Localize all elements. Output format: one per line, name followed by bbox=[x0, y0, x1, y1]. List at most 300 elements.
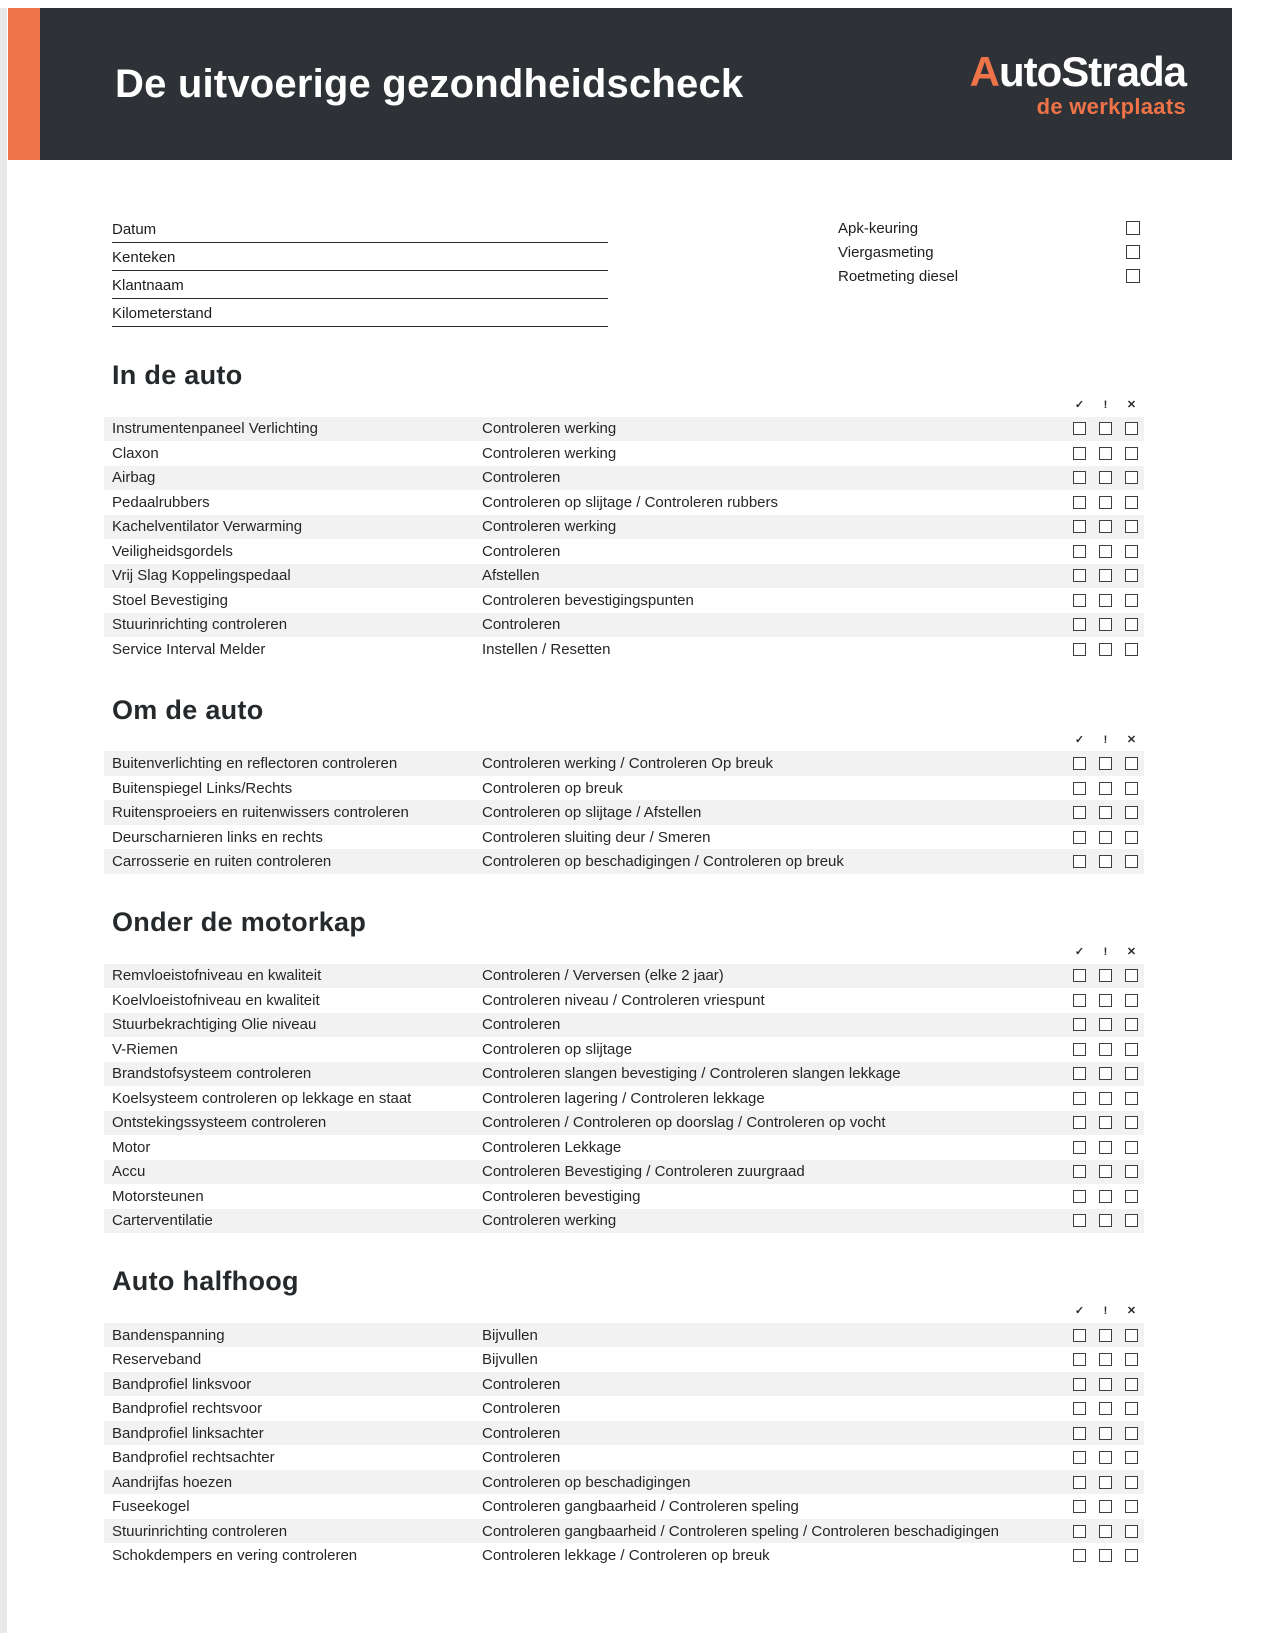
status-checkboxes bbox=[1073, 545, 1138, 558]
checklist-row bbox=[104, 441, 1144, 466]
status-checkboxes bbox=[1073, 1549, 1138, 1562]
checkbox-ok[interactable] bbox=[1073, 855, 1086, 868]
checkbox-ok[interactable] bbox=[1073, 471, 1086, 484]
checklist-row bbox=[104, 1184, 1144, 1209]
item-label: Carrosserie en ruiten controleren bbox=[112, 853, 332, 871]
checkbox-fail[interactable] bbox=[1125, 422, 1138, 435]
field-label: Klantnaam bbox=[112, 277, 184, 294]
item-label: Pedaalrubbers bbox=[112, 493, 210, 511]
checkbox-fail[interactable] bbox=[1125, 1402, 1138, 1415]
checkbox-attention[interactable] bbox=[1099, 806, 1112, 819]
checkbox-ok[interactable] bbox=[1073, 1427, 1086, 1440]
checkbox-fail[interactable] bbox=[1125, 1165, 1138, 1178]
checkbox-attention[interactable] bbox=[1099, 1214, 1112, 1227]
action-label: Controleren Bevestiging / Controleren zuurgraad bbox=[482, 1163, 805, 1181]
checklist-row bbox=[104, 637, 1144, 662]
checkbox-ok[interactable] bbox=[1073, 1451, 1086, 1464]
checkbox-attention[interactable] bbox=[1099, 471, 1112, 484]
option-label: Viergasmeting bbox=[838, 243, 934, 261]
checklist-row bbox=[104, 1323, 1144, 1348]
item-label: Carterventilatie bbox=[112, 1212, 213, 1230]
page-title: De uitvoerige gezondheidscheck bbox=[115, 61, 744, 106]
checkbox-attention[interactable] bbox=[1099, 618, 1112, 631]
action-label: Controleren bevestigingspunten bbox=[482, 591, 694, 609]
item-label: Stuurinrichting controleren bbox=[112, 616, 288, 634]
status-checkboxes bbox=[1073, 782, 1138, 795]
checkbox-fail[interactable] bbox=[1125, 1427, 1138, 1440]
item-label: Vrij Slag Koppelingspedaal bbox=[112, 567, 291, 585]
status-checkboxes bbox=[1073, 855, 1138, 868]
check-fail-icon: ✕ bbox=[1126, 733, 1137, 746]
checkbox-ok[interactable] bbox=[1073, 1329, 1086, 1342]
logo-tagline: de werkplaats bbox=[1036, 93, 1186, 119]
section-title: In de auto bbox=[112, 360, 243, 390]
checkbox-fail[interactable] bbox=[1125, 471, 1138, 484]
checkbox-attention[interactable] bbox=[1099, 1018, 1112, 1031]
field-label: Kilometerstand bbox=[112, 305, 213, 322]
item-label: Bandprofiel rechtsachter bbox=[112, 1449, 275, 1466]
item-label: Veiligheidsgordels bbox=[112, 542, 233, 560]
checkbox-attention[interactable] bbox=[1099, 496, 1112, 509]
checkbox-attention[interactable] bbox=[1099, 1067, 1112, 1080]
action-label: Controleren werking bbox=[482, 1212, 617, 1230]
viergasmeting-checkbox[interactable] bbox=[1126, 245, 1140, 259]
checkbox-ok[interactable] bbox=[1073, 1402, 1086, 1415]
field-label: Kenteken bbox=[112, 249, 176, 266]
checkbox-ok[interactable] bbox=[1073, 1500, 1086, 1513]
action-label: Bijvullen bbox=[482, 1351, 538, 1368]
action-label: Controleren op beschadigingen / Controleren op breuk bbox=[482, 853, 844, 871]
checkbox-fail[interactable] bbox=[1125, 496, 1138, 509]
checkbox-attention[interactable] bbox=[1099, 569, 1112, 582]
action-label: Controleren Lekkage bbox=[482, 1138, 622, 1156]
field-datum[interactable] bbox=[112, 215, 608, 243]
checkbox-attention[interactable] bbox=[1099, 520, 1112, 533]
checkbox-fail[interactable] bbox=[1125, 1214, 1138, 1227]
status-checkboxes bbox=[1073, 806, 1138, 819]
check-ok-icon: ✓ bbox=[1074, 399, 1085, 412]
item-label: Deurscharnieren links en rechts bbox=[112, 828, 323, 846]
item-label: Bandenspanning bbox=[112, 1326, 225, 1344]
status-checkboxes bbox=[1073, 1451, 1138, 1464]
checklist-row bbox=[104, 751, 1144, 776]
status-checkboxes bbox=[1073, 422, 1138, 435]
action-label: Controleren op slijtage / Controleren rubbers bbox=[482, 493, 778, 511]
checkbox-attention[interactable] bbox=[1099, 1043, 1112, 1056]
action-label: Controleren bbox=[482, 1375, 561, 1393]
checkbox-ok[interactable] bbox=[1073, 1476, 1086, 1489]
page-edge bbox=[0, 8, 7, 1633]
checkbox-attention[interactable] bbox=[1099, 1402, 1112, 1415]
action-label: Controleren bbox=[482, 542, 561, 560]
checklist-row bbox=[104, 1470, 1144, 1495]
checkbox-ok[interactable] bbox=[1073, 1067, 1086, 1080]
action-label: Controleren bbox=[482, 1400, 561, 1417]
status-checkboxes bbox=[1073, 1402, 1138, 1415]
checkbox-fail[interactable] bbox=[1125, 1500, 1138, 1513]
checkbox-attention[interactable] bbox=[1099, 1353, 1112, 1366]
status-checkboxes bbox=[1073, 496, 1138, 509]
status-checkboxes bbox=[1073, 1165, 1138, 1178]
checkbox-fail[interactable] bbox=[1125, 1043, 1138, 1056]
checkbox-ok[interactable] bbox=[1073, 1378, 1086, 1391]
action-label: Controleren lagering / Controleren lekkage bbox=[482, 1089, 765, 1107]
action-label: Controleren werking bbox=[482, 420, 617, 438]
checklist-row bbox=[104, 1494, 1144, 1519]
item-label: Koelsysteem controleren op lekkage en staat bbox=[112, 1089, 412, 1107]
option-roetmeting-diesel bbox=[838, 264, 1140, 288]
checklist-row bbox=[104, 1086, 1144, 1111]
checklist-rows bbox=[104, 751, 1144, 874]
item-label: Bandprofiel linksvoor bbox=[112, 1375, 252, 1393]
checkbox-attention[interactable] bbox=[1099, 422, 1112, 435]
checkbox-fail[interactable] bbox=[1125, 806, 1138, 819]
checkbox-fail[interactable] bbox=[1125, 1353, 1138, 1366]
field-kenteken[interactable] bbox=[112, 243, 608, 271]
checkbox-ok[interactable] bbox=[1073, 1165, 1086, 1178]
checkbox-ok[interactable] bbox=[1073, 1116, 1086, 1129]
checkbox-attention[interactable] bbox=[1099, 1329, 1112, 1342]
check-attention-icon: ! bbox=[1103, 733, 1108, 746]
action-label: Controleren op slijtage / Afstellen bbox=[482, 804, 702, 822]
checkbox-attention[interactable] bbox=[1099, 1141, 1112, 1154]
checkbox-attention[interactable] bbox=[1099, 994, 1112, 1007]
status-checkboxes bbox=[1073, 520, 1138, 533]
option-apk-keuring bbox=[838, 216, 1140, 240]
status-checkboxes bbox=[1073, 1214, 1138, 1227]
checkbox-ok[interactable] bbox=[1073, 1190, 1086, 1203]
status-column-headers bbox=[104, 946, 1144, 960]
checkbox-ok[interactable] bbox=[1073, 1353, 1086, 1366]
checkbox-fail[interactable] bbox=[1125, 831, 1138, 844]
checkbox-ok[interactable] bbox=[1073, 1018, 1086, 1031]
checkbox-ok[interactable] bbox=[1073, 594, 1086, 607]
checkbox-fail[interactable] bbox=[1125, 1092, 1138, 1105]
check-ok-icon: ✓ bbox=[1074, 733, 1085, 746]
checkbox-ok[interactable] bbox=[1073, 1214, 1086, 1227]
checkbox-fail[interactable] bbox=[1125, 1067, 1138, 1080]
status-checkboxes bbox=[1073, 1378, 1138, 1391]
action-label: Controleren bbox=[482, 1449, 561, 1466]
checklist-row bbox=[104, 539, 1144, 564]
status-checkboxes bbox=[1073, 994, 1138, 1007]
action-label: Controleren sluiting deur / Smeren bbox=[482, 828, 711, 846]
checklist-row bbox=[104, 1037, 1144, 1062]
status-checkboxes bbox=[1073, 1353, 1138, 1366]
item-label: Claxon bbox=[112, 444, 159, 462]
status-checkboxes bbox=[1073, 569, 1138, 582]
checkbox-fail[interactable] bbox=[1125, 1451, 1138, 1464]
checklist-row bbox=[104, 964, 1144, 989]
status-column-headers bbox=[104, 733, 1144, 747]
action-label: Controleren bbox=[482, 1424, 561, 1442]
status-checkboxes bbox=[1073, 1141, 1138, 1154]
checkbox-fail[interactable] bbox=[1125, 1141, 1138, 1154]
checkbox-attention[interactable] bbox=[1099, 447, 1112, 460]
checkbox-fail[interactable] bbox=[1125, 447, 1138, 460]
checklist-rows bbox=[104, 964, 1144, 1234]
checkbox-ok[interactable] bbox=[1073, 520, 1086, 533]
field-klantnaam[interactable] bbox=[112, 271, 608, 299]
item-label: Buitenverlichting en reflectoren controleren bbox=[112, 755, 398, 773]
checkbox-fail[interactable] bbox=[1125, 1190, 1138, 1203]
check-ok-icon: ✓ bbox=[1074, 946, 1085, 959]
action-label: Instellen / Resetten bbox=[482, 640, 611, 658]
checkbox-ok[interactable] bbox=[1073, 782, 1086, 795]
action-label: Controleren op beschadigingen bbox=[482, 1473, 691, 1491]
check-attention-icon: ! bbox=[1103, 946, 1108, 959]
status-checkboxes bbox=[1073, 1500, 1138, 1513]
item-label: Bandprofiel rechtsvoor bbox=[112, 1400, 263, 1417]
checklist-section bbox=[104, 361, 1144, 662]
checkbox-ok[interactable] bbox=[1073, 447, 1086, 460]
checklist-row bbox=[104, 466, 1144, 491]
checkbox-fail[interactable] bbox=[1125, 1378, 1138, 1391]
checkbox-attention[interactable] bbox=[1099, 545, 1112, 558]
status-column-headers bbox=[104, 399, 1144, 413]
action-label: Controleren / Controleren op doorslag / Controleren op vocht bbox=[482, 1114, 886, 1132]
status-checkboxes bbox=[1073, 618, 1138, 631]
checklist-row bbox=[104, 1347, 1144, 1372]
item-label: Accu bbox=[112, 1163, 146, 1181]
checkbox-fail[interactable] bbox=[1125, 643, 1138, 656]
item-label: Brandstofsysteem controleren bbox=[112, 1065, 312, 1083]
checkbox-ok[interactable] bbox=[1073, 1549, 1086, 1562]
checklist-row bbox=[104, 1421, 1144, 1446]
checkbox-ok[interactable] bbox=[1073, 1525, 1086, 1538]
status-checkboxes bbox=[1073, 831, 1138, 844]
checklist-row bbox=[104, 1111, 1144, 1136]
item-label: Instrumentenpaneel Verlichting bbox=[112, 420, 318, 438]
checklist-row bbox=[104, 1135, 1144, 1160]
status-checkboxes bbox=[1073, 1190, 1138, 1203]
checkbox-fail[interactable] bbox=[1125, 757, 1138, 770]
check-fail-icon: ✕ bbox=[1126, 1305, 1137, 1318]
status-checkboxes bbox=[1073, 447, 1138, 460]
checkbox-attention[interactable] bbox=[1099, 969, 1112, 982]
checkbox-attention[interactable] bbox=[1099, 855, 1112, 868]
checkbox-ok[interactable] bbox=[1073, 643, 1086, 656]
item-label: Motor bbox=[112, 1138, 151, 1156]
checkbox-attention[interactable] bbox=[1099, 1190, 1112, 1203]
checklist-row bbox=[104, 825, 1144, 850]
checklist-section bbox=[104, 1267, 1144, 1568]
checklist-row bbox=[104, 1160, 1144, 1185]
checklist-row bbox=[104, 1543, 1144, 1568]
item-label: Airbag bbox=[112, 469, 156, 487]
action-label: Controleren niveau / Controleren vriespunt bbox=[482, 991, 765, 1009]
checkbox-ok[interactable] bbox=[1073, 1043, 1086, 1056]
checkbox-fail[interactable] bbox=[1125, 969, 1138, 982]
field-label: Datum bbox=[112, 221, 157, 238]
section-title: Om de auto bbox=[112, 694, 264, 725]
header-bar bbox=[40, 8, 1232, 160]
inspection-options bbox=[838, 215, 1140, 327]
item-label: V-Riemen bbox=[112, 1040, 178, 1058]
checklist-row bbox=[104, 988, 1144, 1013]
checkbox-attention[interactable] bbox=[1099, 782, 1112, 795]
checkbox-ok[interactable] bbox=[1073, 496, 1086, 509]
checkbox-attention[interactable] bbox=[1099, 594, 1112, 607]
status-checkboxes bbox=[1073, 1476, 1138, 1489]
item-label: Kachelventilator Verwarming bbox=[112, 518, 303, 536]
item-label: Schokdempers en vering controleren bbox=[112, 1547, 358, 1564]
action-label: Controleren bevestiging bbox=[482, 1187, 641, 1205]
option-label: Roetmeting diesel bbox=[838, 267, 959, 285]
status-column-headers bbox=[104, 1305, 1144, 1319]
checklist-row bbox=[104, 515, 1144, 540]
sections-container bbox=[104, 361, 1144, 1568]
action-label: Controleren bbox=[482, 1016, 561, 1034]
option-viergasmeting bbox=[838, 240, 1140, 264]
checklist-section bbox=[104, 908, 1144, 1233]
action-label: Controleren gangbaarheid / Controleren speling bbox=[482, 1498, 799, 1515]
checklist-row bbox=[104, 800, 1144, 825]
checkbox-ok[interactable] bbox=[1073, 1141, 1086, 1154]
checklist-row bbox=[104, 417, 1144, 442]
checklist-row bbox=[104, 588, 1144, 613]
checkbox-ok[interactable] bbox=[1073, 1092, 1086, 1105]
item-label: Koelvloeistofniveau en kwaliteit bbox=[112, 991, 320, 1009]
field-kilometerstand[interactable] bbox=[112, 299, 608, 327]
checkbox-fail[interactable] bbox=[1125, 1329, 1138, 1342]
status-checkboxes bbox=[1073, 1329, 1138, 1342]
checkbox-fail[interactable] bbox=[1125, 1116, 1138, 1129]
checklist-section bbox=[104, 696, 1144, 874]
item-label: Stuurinrichting controleren bbox=[112, 1522, 288, 1540]
section-title: Auto halfhoog bbox=[112, 1266, 299, 1297]
checklist-row bbox=[104, 776, 1144, 801]
checkbox-fail[interactable] bbox=[1125, 594, 1138, 607]
status-checkboxes bbox=[1073, 594, 1138, 607]
status-checkboxes bbox=[1073, 1092, 1138, 1105]
checkbox-ok[interactable] bbox=[1073, 969, 1086, 982]
checkbox-fail[interactable] bbox=[1125, 1018, 1138, 1031]
checkbox-attention[interactable] bbox=[1099, 1378, 1112, 1391]
status-checkboxes bbox=[1073, 643, 1138, 656]
checkbox-fail[interactable] bbox=[1125, 855, 1138, 868]
action-label: Controleren werking bbox=[482, 444, 617, 462]
item-label: Aandrijfas hoezen bbox=[112, 1473, 233, 1491]
action-label: Bijvullen bbox=[482, 1326, 538, 1344]
action-label: Controleren slangen bevestiging / Controleren slangen lekkage bbox=[482, 1065, 901, 1083]
checklist-row bbox=[104, 1013, 1144, 1038]
checkbox-fail[interactable] bbox=[1125, 782, 1138, 795]
form-area bbox=[112, 215, 1140, 327]
header bbox=[8, 8, 1232, 160]
checkbox-ok[interactable] bbox=[1073, 569, 1086, 582]
status-checkboxes bbox=[1073, 1043, 1138, 1056]
checkbox-attention[interactable] bbox=[1099, 1525, 1112, 1538]
checklist-row bbox=[104, 1396, 1144, 1421]
check-attention-icon: ! bbox=[1103, 399, 1108, 412]
checklist-row bbox=[104, 1209, 1144, 1234]
logo-brand: AutoStrada bbox=[969, 47, 1186, 95]
action-label: Controleren lekkage / Controleren op breuk bbox=[482, 1547, 770, 1564]
action-label: Controleren bbox=[482, 469, 561, 487]
checklist-row bbox=[104, 1372, 1144, 1397]
checkbox-ok[interactable] bbox=[1073, 831, 1086, 844]
checklist-row bbox=[104, 849, 1144, 874]
checkbox-fail[interactable] bbox=[1125, 545, 1138, 558]
checkbox-ok[interactable] bbox=[1073, 994, 1086, 1007]
checkbox-attention[interactable] bbox=[1099, 1165, 1112, 1178]
item-label: Stoel Bevestiging bbox=[112, 591, 228, 609]
action-label: Controleren op breuk bbox=[482, 779, 623, 797]
action-label: Controleren op slijtage bbox=[482, 1040, 633, 1058]
checklist-rows bbox=[104, 417, 1144, 662]
status-checkboxes bbox=[1073, 1067, 1138, 1080]
checkbox-attention[interactable] bbox=[1099, 757, 1112, 770]
checkbox-fail[interactable] bbox=[1125, 1476, 1138, 1489]
checkbox-fail[interactable] bbox=[1125, 994, 1138, 1007]
checkbox-attention[interactable] bbox=[1099, 643, 1112, 656]
check-ok-icon: ✓ bbox=[1074, 1305, 1085, 1318]
status-checkboxes bbox=[1073, 1427, 1138, 1440]
checklist-row bbox=[104, 564, 1144, 589]
apk-keuring-checkbox[interactable] bbox=[1126, 221, 1140, 235]
item-label: Service Interval Melder bbox=[112, 640, 266, 658]
checkbox-attention[interactable] bbox=[1099, 1451, 1112, 1464]
checkbox-attention[interactable] bbox=[1099, 1500, 1112, 1513]
checkbox-ok[interactable] bbox=[1073, 757, 1086, 770]
checkbox-fail[interactable] bbox=[1125, 618, 1138, 631]
checkbox-attention[interactable] bbox=[1099, 1476, 1112, 1489]
check-fail-icon: ✕ bbox=[1126, 399, 1137, 412]
checkbox-ok[interactable] bbox=[1073, 422, 1086, 435]
checkbox-attention[interactable] bbox=[1099, 1092, 1112, 1105]
vehicle-info-fields bbox=[112, 215, 608, 327]
checkbox-fail[interactable] bbox=[1125, 1525, 1138, 1538]
option-label: Apk-keuring bbox=[838, 219, 919, 237]
checkbox-fail[interactable] bbox=[1125, 520, 1138, 533]
status-checkboxes bbox=[1073, 1116, 1138, 1129]
checkbox-attention[interactable] bbox=[1099, 1427, 1112, 1440]
item-label: Fuseekogel bbox=[112, 1498, 190, 1515]
action-label: Controleren werking / Controleren Op breuk bbox=[482, 755, 773, 773]
checklist-rows bbox=[104, 1323, 1144, 1568]
action-label: Controleren gangbaarheid / Controleren speling / Controleren beschadigingen bbox=[482, 1522, 1000, 1540]
roetmeting-diesel-checkbox[interactable] bbox=[1126, 269, 1140, 283]
checkbox-fail[interactable] bbox=[1125, 1549, 1138, 1562]
checkbox-ok[interactable] bbox=[1073, 806, 1086, 819]
checklist-row bbox=[104, 1519, 1144, 1544]
checklist-row bbox=[104, 1062, 1144, 1087]
action-label: Controleren bbox=[482, 616, 561, 634]
checkbox-fail[interactable] bbox=[1125, 569, 1138, 582]
checkbox-attention[interactable] bbox=[1099, 1116, 1112, 1129]
checkbox-ok[interactable] bbox=[1073, 545, 1086, 558]
status-checkboxes bbox=[1073, 757, 1138, 770]
checklist-row bbox=[104, 613, 1144, 638]
item-label: Ruitensproeiers en ruitenwissers controleren bbox=[112, 804, 409, 822]
item-label: Remvloeistofniveau en kwaliteit bbox=[112, 967, 322, 985]
logo bbox=[969, 47, 1186, 119]
checkbox-attention[interactable] bbox=[1099, 831, 1112, 844]
item-label: Stuurbekrachtiging Olie niveau bbox=[112, 1016, 317, 1034]
item-label: Reserveband bbox=[112, 1351, 202, 1368]
checkbox-ok[interactable] bbox=[1073, 618, 1086, 631]
status-checkboxes bbox=[1073, 471, 1138, 484]
checkbox-attention[interactable] bbox=[1099, 1549, 1112, 1562]
accent-bar bbox=[8, 8, 40, 160]
checklist-row bbox=[104, 1445, 1144, 1470]
item-label: Bandprofiel linksachter bbox=[112, 1424, 264, 1442]
status-checkboxes bbox=[1073, 1525, 1138, 1538]
checklist-row bbox=[104, 490, 1144, 515]
status-checkboxes bbox=[1073, 969, 1138, 982]
item-label: Ontstekingssysteem controleren bbox=[112, 1114, 327, 1132]
